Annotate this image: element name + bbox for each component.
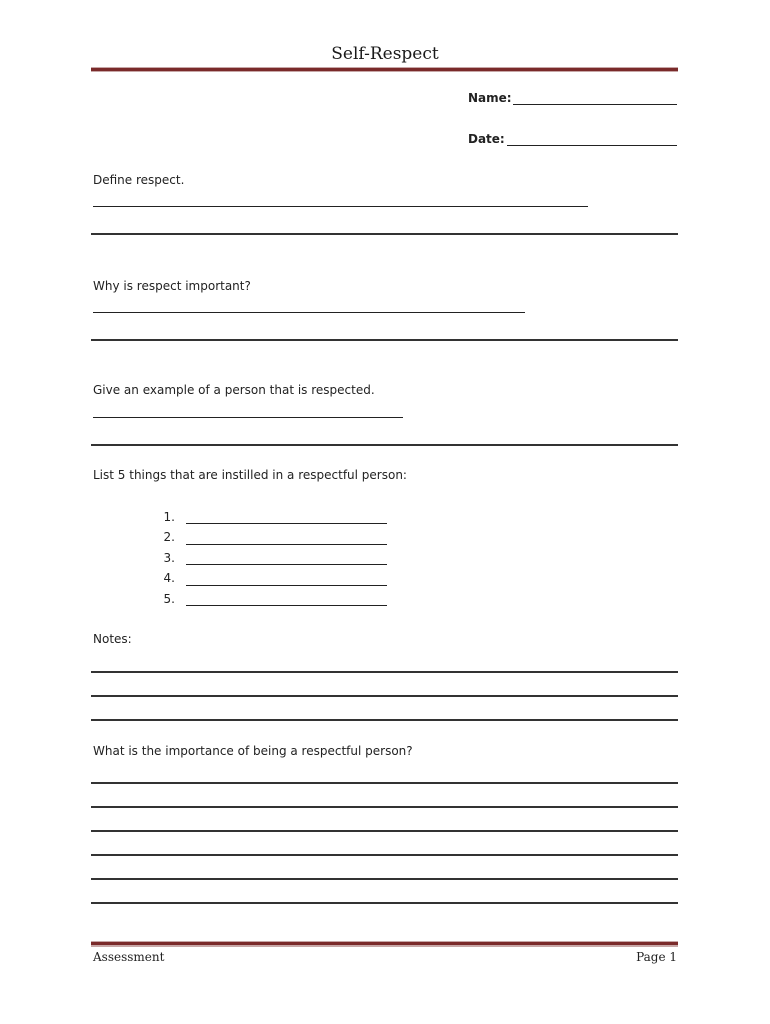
question-example-person: Give an example of a person that is respected. — [93, 383, 375, 397]
answer-line[interactable] — [91, 444, 678, 446]
answer-line[interactable] — [91, 830, 678, 832]
list-number: 4. — [163, 571, 175, 585]
answer-line[interactable] — [91, 233, 678, 235]
list-answer-line[interactable] — [186, 523, 387, 524]
question-list-five-things: List 5 things that are instilled in a respectful person: — [93, 468, 407, 482]
answer-line[interactable] — [91, 782, 678, 784]
date-field[interactable] — [507, 145, 677, 146]
answer-line[interactable] — [91, 902, 678, 904]
list-answer-line[interactable] — [186, 585, 387, 586]
list-answer-line[interactable] — [186, 544, 387, 545]
name-field[interactable] — [513, 104, 677, 105]
page-number: Page 1 — [636, 950, 677, 964]
list-number: 5. — [163, 592, 175, 606]
list-number: 1. — [163, 510, 175, 524]
notes-label: Notes: — [93, 632, 132, 646]
list-answer-line[interactable] — [186, 605, 387, 606]
notes-line[interactable] — [91, 671, 678, 673]
name-label: Name: — [468, 91, 512, 105]
footer-left-text: Assessment — [93, 950, 165, 964]
list-answer-line[interactable] — [186, 564, 387, 565]
footer-rule — [91, 941, 678, 947]
question-importance-respectful: What is the importance of being a respectful person? — [93, 744, 413, 758]
answer-line[interactable] — [93, 206, 588, 207]
date-label: Date: — [468, 132, 505, 146]
list-number: 3. — [163, 551, 175, 565]
answer-line[interactable] — [91, 854, 678, 856]
header-rule — [91, 67, 678, 72]
list-number: 2. — [163, 530, 175, 544]
notes-line[interactable] — [91, 695, 678, 697]
answer-line[interactable] — [91, 878, 678, 880]
question-define-respect: Define respect. — [93, 173, 185, 187]
answer-line[interactable] — [93, 417, 403, 418]
answer-line[interactable] — [93, 312, 525, 313]
page-title: Self-Respect — [331, 44, 439, 64]
question-why-respect-important: Why is respect important? — [93, 279, 251, 293]
notes-line[interactable] — [91, 719, 678, 721]
answer-line[interactable] — [91, 339, 678, 341]
answer-line[interactable] — [91, 806, 678, 808]
